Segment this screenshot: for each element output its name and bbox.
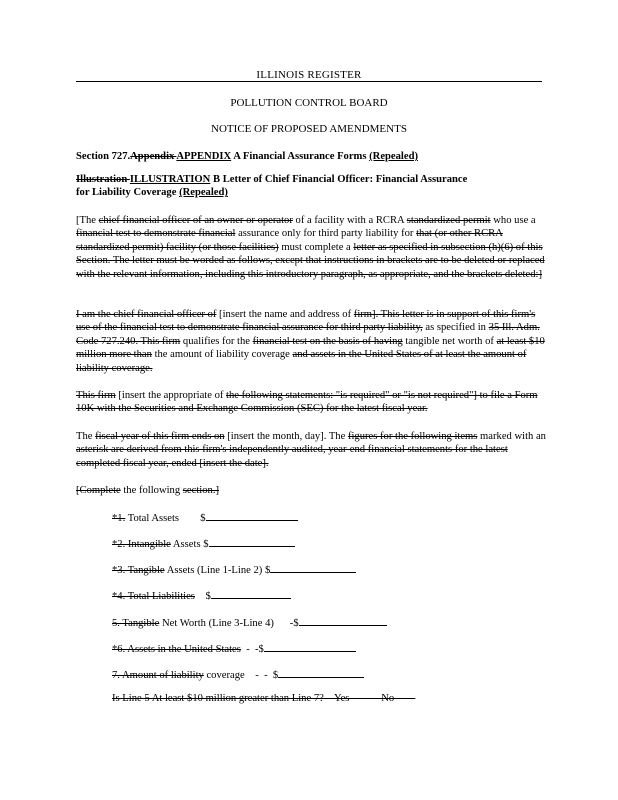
tangible-assets-blank	[270, 562, 356, 573]
cfo-paragraph: I am the chief financial officer of [insert the name and address of firm]. This letter is in support of this firm's use of the financial test to demonstrate financial assurance for third party liability, as specified in 35 Ill. Adm. Code 727.240. This firm qualifies for the financial test on the basis of having tangible net worth of at least $10 million more than the amount of liability coverage and assets in the United States of at least the amount of liability coverage.	[76, 309, 545, 374]
intangible-assets-blank	[209, 536, 295, 547]
intro-paragraph: [The chief financial officer of an owner or operator of a facility with a RCRA standardized permit who use a financial test to demonstrate financial assurance only for third party liability for that (or other RCRA standardized permit) facility (or those facilities) must complete a letter as specified in subsection (h)(6) of this Section. The letter must be worded as follows, except that instructions in brackets are to be deleted or replaced with the relevant information, including this introductory paragraph, as appropriate, and the brackets deleted:]	[76, 215, 545, 280]
sec-filing-paragraph: This firm [insert the appropriate of the following statements: "is required" or "is not required"] to file a Form 10K with the Securities and Exchange Commission (SEC) for the latest fiscal year.	[76, 390, 538, 415]
complete-section-instruction: [Complete the following section.]	[76, 485, 219, 496]
line5-comparison-question: Is Line 5 At least $10 million greater than Line 7? Yes No	[112, 693, 416, 704]
section-heading: Section 727.Appendix APPENDIX A Financial Assurance Forms (Repealed)	[76, 151, 418, 162]
line-item-total-liabilities: *4. Total Liabilities $	[112, 588, 291, 603]
board-title: POLLUTION CONTROL BOARD	[230, 97, 388, 109]
line-item-liability-coverage: 7. Amount of liability coverage - - $	[112, 667, 364, 682]
tangible-net-worth-blank	[299, 615, 387, 626]
total-liabilities-blank	[211, 588, 291, 599]
illustration-heading: Illustration ILLUSTRATION B Letter of Chief Financial Officer: Financial Assurance for Liability Coverage (Repealed)	[76, 174, 468, 199]
register-title: ILLINOIS REGISTER	[256, 69, 362, 81]
liability-coverage-blank	[278, 667, 364, 678]
line-item-tangible-assets: *3. Tangible Assets (Line 1-Line 2) $	[112, 562, 356, 577]
line-item-us-assets: *6. Assets in the United States - -$	[112, 641, 356, 656]
line-item-intangible-assets: *2. Intangible Assets $	[112, 536, 295, 551]
line-item-total-assets: *1. Total Assets $	[112, 510, 298, 525]
total-assets-blank	[206, 510, 298, 521]
fiscal-year-paragraph: The fiscal year of this firm ends on [insert the month, day]. The figures for the following items marked with an asterisk are derived from this firm's independently audited, year-end financial statements for the latest completed fiscal year, ended [insert the date].	[76, 431, 546, 469]
header-rule	[76, 81, 542, 82]
line-item-tangible-net-worth: 5. Tangible Net Worth (Line 3-Line 4) -$	[112, 615, 387, 630]
us-assets-blank	[264, 641, 356, 652]
notice-title: NOTICE OF PROPOSED AMENDMENTS	[211, 123, 407, 135]
